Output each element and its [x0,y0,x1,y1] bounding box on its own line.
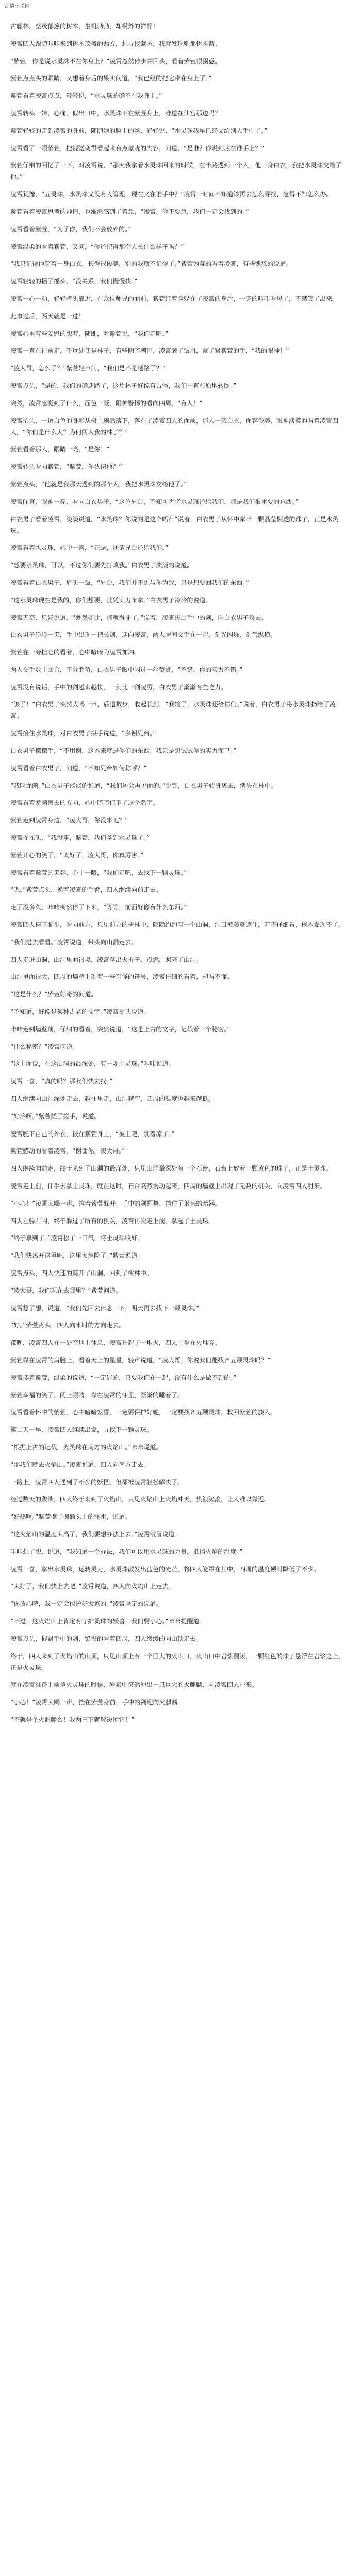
story-paragraph: 就在凌霄准备上前拿火灵珠的时候，岩浆中突然冲出一只巨大的火麒麟，向凌霄四人扑来。 [10,1681,258,1689]
story-paragraph: 凌霄一心一动，轻轻将头靠近，在众位师兄的面前，紫萱红着脸躲在了凌霄的身后，一旁的咔咔看见了，不禁笑了出来。 [10,295,339,302]
story-paragraph: “好。”紫萱点头，四人向来时的方向走去。 [10,1321,125,1329]
story-paragraph: “我们快离开这里吧，这里太危险了。”紫萱说道。 [10,1252,144,1260]
story-paragraph: 凌霄闻言，眼神一亮，看向白衣男子，“这位兄台，不知可否将水灵珠还给我们，那是我们很重要的东西。” [10,498,299,505]
story-paragraph: 紫萱在一旁担心的看着，心中暗暗为凌霄加油。 [10,649,141,656]
story-paragraph: 咔咔想了想，说道，“我知道一个办法，我们可以用水灵珠的力量，抵挡火焰的温度。” [10,1548,243,1555]
story-paragraph: 凌霄搂着紫萱，温柔的说道，“一定能的，只要我们在一起，没有什么是做不到的。” [10,1374,237,1381]
story-paragraph: 四人继续向山洞深处走去，越往里走，山洞越窄，四周的温度也越来越低。 [10,1095,215,1103]
story-paragraph: 凌霄走上前，伸手去拿土灵珠，就在这时，石台突然震动起来，四周的墙壁上出现了无数的机关，向凌霄四人射来。 [10,1182,326,1190]
story-paragraph: 四人继续向前走，终于来到了山洞的最深处，只见山洞最深处有一个石台，石台上放着一颗黄色的珠子，正是土灵珠。 [10,1165,333,1173]
story-paragraph: “嗯。”紫萱点头，挽着凌霄的手臂，四人继续向前走去。 [10,886,162,894]
story-paragraph: 经过数天的跋涉，四人终于来到了火焰山，只见火焰山上火焰冲天，热浪滚滚，让人难以靠近。 [10,1496,271,1503]
story-paragraph: 凌霄看着紫萱，“为了你，我们不会放弃的。” [10,225,132,233]
story-paragraph: 凌霄温柔的看着紫萱，又问，“你还记得那个人长什么样子吗？” [10,243,184,250]
story-paragraph: “凌大哥，我们现在去哪里？”紫萱问道。 [10,1286,122,1294]
story-paragraph: “够了！”白衣男子突然大喝一声，后退数步，收起长剑，“我输了，水灵珠还给你们。”说着，白衣男子将水灵珠扔给了凌霄。 [10,701,336,720]
story-paragraph: “小心！”凌霄大喝一声，拉着紫萱躲开，手中的剑挥舞，挡住了射来的暗器。 [10,1199,221,1207]
story-paragraph: 凌霄看着白衣男子，问道，“不知兄台如何称呼？” [10,764,147,772]
story-paragraph: 紫萱仔细的回忆了一下，对凌霄说，“那天我拿着水灵珠回来的时候，在半路遇到一个人，他一身白衣，我把水灵珠交给了他。” [10,162,342,181]
story-paragraph: 夜晚，凌霄四人在一处空地上休息，凌霄升起了一堆火，四人围坐在火堆旁。 [10,1339,221,1347]
story-paragraph: 此事过后，两天就是一过！ [10,312,85,320]
story-paragraph: “紫萱，你是说水灵珠不在你身上？”凌霄忽然停步并回头，看着紫萱很困惑。 [10,57,221,65]
story-paragraph: 凌霄看了一眼紫萱，把视觉变得看起来有点蒙眬的内容，问道，“是谁？你说到底在谁手上？” [10,144,265,152]
story-paragraph: 凌霄转头看向紫萱，“紫萱，你认识他？” [10,463,122,471]
story-paragraph: “根据上古的记载，火灵珠在南方的火焰山。”咔咔说道。 [10,1443,162,1451]
story-paragraph: “不知道，好像是某种古老的文字。”凌霄摇头说道。 [10,1008,150,1016]
story-paragraph: 凌霄点头，“是的，我们的确迷路了，这片林子好像有古怪，我们一直在原地转圈。” [10,382,237,389]
story-paragraph: 凌霄摇摇头，“我没事，紫萱，我们拿到水灵珠了。” [10,834,150,842]
story-paragraph: 两人交手数十回合，不分胜负，白衣男子眼中闪过一丝赞赏，“不错，你的实力不错。” [10,666,243,673]
story-paragraph: 凌霄一喜，“真的吗？那我们快去找。” [10,1078,113,1086]
story-paragraph: 突然，凌霄感觉到了什么，面色一凝，眼神警惕的看向四周，“有人！” [10,399,203,407]
story-paragraph: 第二天一早，凌霄四人继续出发，寻找下一颗灵珠。 [10,1426,153,1434]
story-paragraph: “这火焰山的温度太高了，我们要想办法上去。”凌霄皱眉说道。 [10,1530,181,1538]
story-paragraph: 凌霄心里有些安慰的想着，随即，对紫萱说，“我们走吧。” [10,330,169,337]
story-paragraph: 白衣男子摆摆手，“不用谢，这本来就是你们的东西，我只是想试试你的实力而已。” [10,747,237,755]
chapter-content [10,21,346,1732]
story-paragraph: “那我们就去火焰山。”凌霄说道，四人向南方走去。 [10,1461,150,1468]
site-tag-top[interactable]: 言情小说网 [4,4,30,9]
story-paragraph: 凌霄一喜，拿出水灵珠，运转灵力，水灵珠散发出蓝色的光芒，将四人笼罩在其中，四周的温度顿时降低了不少。 [10,1565,320,1573]
story-paragraph: “想要水灵珠，可以，不过你们要先打败我。”白衣男子淡淡的说道。 [10,562,193,569]
story-paragraph: 凌霄看着龙幽离去的方向，心中暗暗记下了这个名字。 [10,799,159,807]
story-paragraph: 凌霄抬头，一道白色的身影从树上飘然落下，落在了凌霄四人的面前，那人一袭白衣，面容俊美，眼神淡漠的看着凌霄四人，“你们是什么人？为何闯入我的林子？” [10,417,339,436]
story-paragraph: 走了没多久，咔咔突然停了下来，“等等，前面好像有什么东西。” [10,904,187,911]
story-paragraph: 白衣男子看着凌霄，淡淡说道，“水灵珠？你说的是这个吗？”说着，白衣男子从怀中拿出一颗晶莹剔透的珠子，正是水灵珠。 [10,515,339,534]
story-paragraph: 凌霄四人跟随咔咔来到树木茂盛的西方，想寻找藏匿，我就发现则那树木蓄。 [10,40,221,47]
story-paragraph: 凌霄四人停下脚步，看向前方，只见前方的树林中，隐隐约约有一个山洞，洞口被藤蔓遮住，若不仔细看，根本发现不了。 [10,921,345,929]
story-paragraph: “终于拿到了。”凌霄松了一口气，将土灵珠收好。 [10,1234,144,1242]
story-paragraph: 一路上，凌霄四人遇到了不少的妖怪，但都被凌霄轻松解决了。 [10,1478,184,1486]
story-paragraph: 凌霄看着紫萱的笑容，心中一暖，“我们走吧，去找下一颗灵珠。” [10,869,187,876]
story-paragraph: “什么秘密？”凌霄问道。 [10,1043,79,1050]
story-paragraph: “不过，这火焰山上肯定有守护灵珠的妖兽，我们要小心。”咔咔提醒道。 [10,1617,206,1625]
story-paragraph: “不就是个火麒麟么！我两三下就解决掉它！” [10,1716,135,1723]
story-paragraph: 紫萱点头，“他就是我那天遇到的那个人，我把水灵珠交给他了。” [10,480,187,488]
story-paragraph: 紫萱轻轻的走到凌霄的身前，随随她的脸上的丝，轻轻说，“水灵珠我早已经交给别人手中了。” [10,127,268,134]
story-paragraph: 紫萱看着那人，眼睛一亮，“是你！” [10,446,110,453]
story-paragraph: 凌霄无奈，只好说道，“既然如此，那就得罪了。”说着，凌霄拔出手中的剑，向白衣男子攻去。 [10,614,268,621]
story-paragraph: 紫萱靠在凌霄的肩膀上，看着天上的星星，轻声说道，“凌大哥，你说我们能找齐五颗灵珠吗？” [10,1356,271,1364]
story-paragraph: 凌霄犹豫，“五灵珠，水灵珠又没有人管理，现在又在谁手中？”凌霄一时间不知道该再去怎么寻找，急得不知怎么办。 [10,191,333,198]
story-paragraph: “你放心吧，我一定会保护好大家的。”凌霄坚定的说道。 [10,1600,162,1608]
story-paragraph: “太好了，我们快上去吧。”凌霄说道，四人向火焰山上走去。 [10,1583,175,1590]
story-paragraph: 紫萱开心的笑了，“太好了，凌大哥，你真厉害。” [10,851,144,859]
story-paragraph: 凌霄轻轻的摇了摇头，“没关系，我们慢慢找。” [10,278,138,285]
story-paragraph: 凌霄点头，握紧手中的剑，警惕的看着四周，四人缓缓的向山顶走去。 [10,1635,203,1642]
story-paragraph: “小心！”凌霄大喝一声，挡在紫萱身前，手中的剑迎向火麒麟。 [10,1699,184,1706]
story-paragraph: 凌霄看着怀中的紫萱，心中暗暗发誓，一定要保护好她，一定要找齐五颗灵珠，救回紫萱的族人。 [10,1409,277,1416]
story-paragraph: 凌霄一直在往前走，不远处便是林子，有些阴暗潮湿，凌霄皱了皱眉，紧了紧紫萱的手，“我的眼神！” [10,347,289,355]
story-paragraph: “这水灵珠现在是我的，你们想要，就凭实力来拿。”白衣男子冷冷的说道。 [10,596,212,604]
story-paragraph: 四人走进山洞，山洞里面很黑，凌霄拿出火折子，点燃，照亮了山洞。 [10,956,203,963]
story-paragraph: 紫萱点点头的眼睛，又想着身后的果实问道，“我已经的把它带在身上了。” [10,75,212,82]
story-paragraph: “我只记得他穿着一身白衣，长得很俊美，别的我就不记得了。”紫萱为难的看着凌霄，有些愧疚的说道。 [10,260,292,268]
story-paragraph: 凌霄点头，四人快速的离开了山洞，回到了树林中。 [10,1269,153,1277]
story-paragraph: “凌大哥，怎么了？”紫萱轻声问，“我们是不是迷路了？” [10,365,166,372]
story-paragraph: 紫萱看着凌霄思考的神情，也渐渐感到了着急，“凌霄，你不要急，我们一定会找到的。” [10,208,249,215]
story-paragraph: “好热啊。”紫萱擦了擦额头上的汗水，说道。 [10,1513,132,1521]
story-paragraph: 凌霄想了想，说道，“我们先回去休息一下，明天再去找下一颗灵珠。” [10,1304,200,1312]
story-paragraph: 紫萱幸福的笑了，闭上眼睛，靠在凌霄的怀里，渐渐的睡着了。 [10,1391,184,1399]
story-paragraph: “这是什么？”紫萱好奇的问道。 [10,991,97,998]
story-paragraph: 凌霄接住水灵珠，对白衣男子拱手说道，“多谢兄台。” [10,730,156,737]
story-paragraph: “我们进去看看。”凌霄说道，带头向山洞走去。 [10,938,138,946]
story-paragraph: 凌霄看着白衣男子，眉头一皱，“兄台，我们并不想与你为敌，只是想要回我们的东西。” [10,579,249,586]
story-paragraph: “我叫龙幽。”白衣男子淡淡的说道，“我们还会再见面的。”说完，白衣男子转身离去，消失在林中。 [10,782,277,789]
story-paragraph: 古藤林，整茂郁葱的树木，生机勃勃，却极外的祥静！ [10,23,159,30]
story-paragraph: 凌霄转头一转，心痛，似出口中，水灵珠不在紫萱身上，难道在仙宫那边吗？ [10,109,221,117]
story-paragraph: 山洞里面很大，四周的墙壁上刻着一些奇怪的符号，凌霄仔细的看着，却看不懂。 [10,973,234,981]
story-paragraph: 凌霄脱下自己的外衣，披在紫萱身上，“披上吧，别着凉了。” [10,1130,175,1138]
story-paragraph: “这上面说，在这山洞的最深处，有一颗土灵珠。”咔咔说道。 [10,1060,175,1068]
story-paragraph: 紫萱感动的看着凌霄，“谢谢你，凌大哥。” [10,1147,125,1155]
story-paragraph: 凌霄看着水灵珠，心中一喜，“正是，还请兄台还给我们。” [10,544,169,552]
story-paragraph: 紫萱看着凌霄点点，轻轻说，“水灵珠的确不在我身上。” [10,92,162,100]
story-paragraph: 四人左躲右闪，终于躲过了所有的机关，凌霄再次走上前，拿起了土灵珠。 [10,1217,215,1225]
story-paragraph: 终于，四人来到了火焰山的山顶，只见山顶上有一个巨大的火山口，火山口中岩浆翻滚，一颗红色的珠子悬浮在岩浆之上，正是火灵珠。 [10,1652,345,1671]
story-paragraph: 白衣男子冷冷一笑，手中出现一把长剑，迎向凌霄，两人瞬间交手在一起，剑光闪烁，剑气纵横。 [10,631,277,639]
story-paragraph: 凌霄没有说话，手中的剑越来越快，一剑比一剑凌厉，白衣男子渐渐有些吃力。 [10,683,227,691]
story-paragraph: 紫萱走到凌霄身边，“凌大哥，你没事吧？” [10,817,128,824]
story-paragraph: “好冷啊。”紫萱搓了搓手，说道。 [10,1112,101,1120]
story-paragraph: 咔咔走到墙壁前，仔细的看着，突然说道，“这是上古的文字，记载着一个秘密。” [10,1025,231,1033]
